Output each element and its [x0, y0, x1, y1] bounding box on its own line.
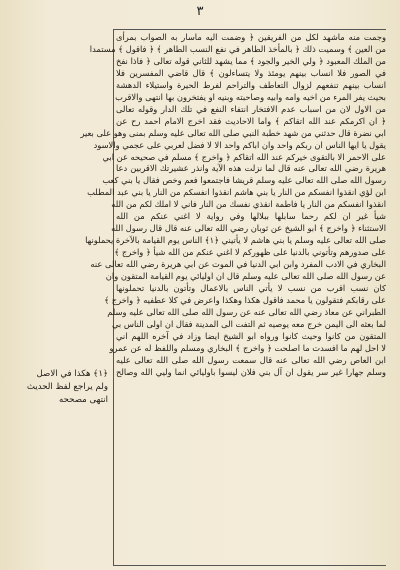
page-number: ٣ — [196, 4, 204, 19]
text-line: ابن العاص رضي الله تعالى عنه قال سمعت رسول الله صلى الله تعالى عليه — [116, 354, 386, 365]
margin-note — [4, 368, 108, 407]
text-line: شيأ غير ان لكم رحما سابلها ببلالها وفي رواية لا اغني عنكم من الله — [116, 211, 386, 222]
text-line: وجمت منه ماشهد لكل من الفريقين ﴿ وضمت اليه ماسار به الصواب بمرأى — [116, 32, 386, 42]
margin-note-line: انتهى مصححه — [59, 395, 108, 405]
text-line: كان نسب اقرب من نسب لا يأتي الناس بالاعمال وتأتون بالدنيا تحملونها — [116, 283, 386, 294]
text-line: المتقون من كانوا وحيث كانوا ورواه ابو الشيخ ايضا وزاد في آخره اللهم اني — [116, 330, 386, 341]
text-line: هريرة رضي الله تعالى عنه قال لما نزلت هذه الآية وانذر عشيرتك الاقربين دعا — [116, 163, 386, 174]
text-line: عن رسول الله صلى الله تعالى عليه وسلم قال ان اوليائي يوم القيامة المتقون وان — [105, 271, 386, 282]
text-line: من الاول لان من اسباب عدم الافتخار انتفاء النفع في تلك الدار وقوله تعالى — [116, 103, 386, 114]
text-line: وسلم جهارا غير سر يقول ان آل بني فلان ليسوا باوليائي انما وليي الله وصالح — [116, 366, 386, 377]
text-line: على الاحمر الا بالتقوى خيركم عند الله اتقاكم ﴿ واخرج ﴾ مسلم في صحيحه عن ابي — [102, 151, 386, 162]
text-line: الاستثناء ﴿ واخرج ﴾ ابو الشيخ عن ثوبان رضي الله تعالى عنه قال قال رسول الله — [111, 223, 386, 234]
text-line: ابن لؤي انقذوا انفسكم من النار يا بني هاشم انقذوا انفسكم من النار يا بني عبد المطلب — [87, 187, 386, 198]
text-line: لما بعثه الى اليمن خرج معه يوصيه ثم التفت الى المدينة فقال ان اولى الناس بي — [111, 318, 386, 329]
margin-note-line: ﴿١﴾ هكذا في الاصل — [36, 369, 108, 379]
text-line: صلى الله تعالى عليه وسلم يا بني هاشم لا يأتيني ﴿١﴾ الناس يوم القيامة بالآخرة يحملونها — [85, 235, 386, 246]
text-line: ﴿ ان اكرمكم عند الله اتقاكم ﴾ واما الاحاديث فقد اخرج الامام احمد رح عن — [116, 115, 386, 126]
margin-note-line: ولم يراجع لفظ الحديث — [26, 382, 108, 392]
text-line: من العين ﴾ وسميت ذلك ﴿ بالمأخذ الطاهر في نفع النسب الطاهر ﴾ ﴿ فاقول ﴾ مستمدا — [89, 43, 386, 54]
text-line: على رقابكم فتقولون يا محمد فاقول هكذا وهكذا واعرض في كلا عطفيه ﴿ واخرج ﴾ — [104, 294, 386, 305]
text-line: البخاري في الادب المفرد وابن ابي الدنيا في الموت عن ابي هريرة رضي الله تعالى عنه — [90, 259, 386, 270]
text-line: ابي نضرة قال حدثني من شهد خطبة النبي صلى الله تعالى عليه وسلم بمنى وهو على بعير — [80, 127, 386, 138]
text-line: لا احل لهم ما افسدت ما اصلحت ﴿ واخرج ﴾ البخاري ومسلم واللفظ له عن عمرو — [109, 342, 386, 353]
header-rule — [113, 29, 386, 30]
text-line: الطبراني عن معاذ رضي الله تعالى عنه عن رسول الله صلى الله تعالى عليه وسلم — [107, 306, 386, 317]
footer-rule — [113, 565, 386, 566]
text-line: من الملك المعبود ﴿ ولي الخير والجود ﴾ مما يشهد للثاني قوله تعالى ﴿ فاذا نفخ — [116, 55, 386, 66]
text-line: يقول يا ايها الناس ان ربكم واحد وان اباكم واحد الا لا فضل لعربي على عجمي والاسود — [93, 139, 386, 150]
text-line: انقذوا انفسكم من النار يا فاطمة انقذي نفسك من النار فاني لا املك لكم من الله — [111, 199, 386, 210]
text-line: على صدورهم وتأتوني بالدنيا على ظهوركم لا اغني عنكم من الله شيأ ﴿ واخرج ﴾ — [114, 247, 386, 258]
text-line: في الصور فلا انساب بينهم يومئذ ولا يتساءلون ﴾ قال قاضي المفسرين فلا — [116, 67, 386, 78]
text-line: بحيث يفر المرء من اخيه وامه وابيه وصاحبته وبنيه او يفتخرون بها انتهى والاقرب — [115, 91, 386, 102]
text-line: رسول الله صلى الله تعالى عليه وسلم قريشا فاجتمعوا فعم وخص فقال يا بني كعب — [102, 175, 386, 186]
text-line: انساب بينهم تنفعهم لزوال التعاطف والتراحم لفرط الحيرة واستيلاء الدهشة — [116, 79, 386, 90]
